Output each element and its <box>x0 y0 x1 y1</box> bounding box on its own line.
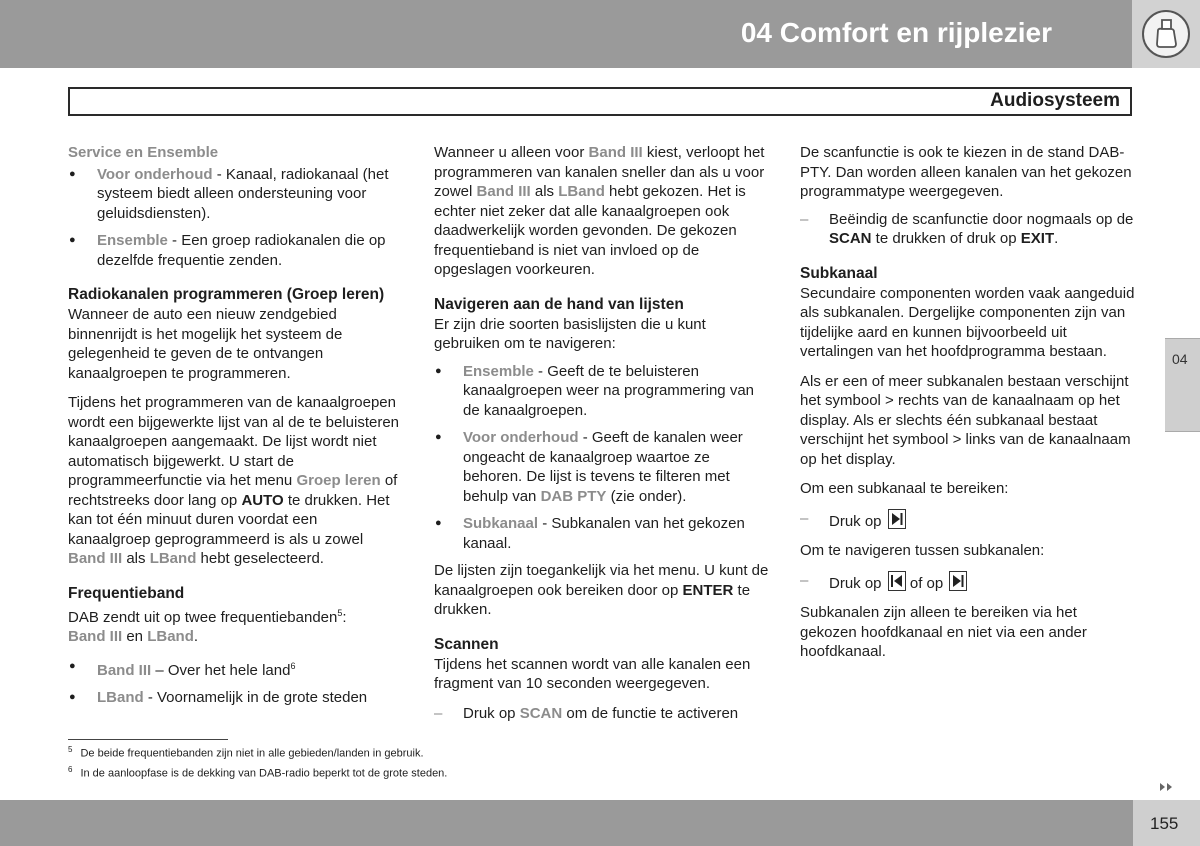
list-item: ● Ensemble - Een groep radiokanalen die op dezelfde frequentie zenden. <box>68 231 403 270</box>
list-item: – Beëindig de scanfunctie door nogmaals op de SCAN te drukken of druk op EXIT. <box>800 210 1136 249</box>
list-item: ● LBand - Voornamelijk in de grote steden <box>68 688 403 708</box>
header-band <box>0 0 1132 68</box>
previous-button-icon <box>888 571 906 591</box>
paragraph: Wanneer u alleen voor Band III kiest, verloopt het programmeren van kanalen sneller dan als u voor zowel Band III als LBand hebt gekozen. Het is echter niet zeker dat alle kanaalgroepen ook daadwerkelijk worden gevonden. De gekozen frequentieband is niet van invloed op de opgeslagen voorkeuren. <box>434 144 765 278</box>
paragraph: DAB zendt uit op twee frequentiebanden$^5$: Band III en LBand. <box>68 607 347 645</box>
footnote: $^6$ In de aanloopfase is de dekking van DAB-radio beperkt tot de grote steden. <box>68 764 448 780</box>
list-item: ● Ensemble - Geeft de te beluisteren kanaalgroepen weer na programmering van de kanaalgroepen. <box>434 362 772 421</box>
chapter-title: 04 Comfort en rijplezier <box>740 17 1052 48</box>
paragraph: Om een subkanaal te bereiken: <box>800 480 1009 497</box>
service-heading: Service en Ensemble <box>68 144 219 161</box>
programming-heading: Radiokanalen programmeren (Groep leren) <box>68 286 385 303</box>
footer-band <box>0 800 1200 846</box>
paragraph: Secundaire componenten worden vaak aangeduid als subkanalen. Dergelijke componenten zijn van tijdelijke aard en kunnen bijvoorbeeld uit vertalingen van het hoofdprogramma bestaan. <box>800 284 1135 360</box>
footnote: $^5$ De beide frequentiebanden zijn niet in alle gebieden/landen in gebruik. <box>68 745 424 760</box>
paragraph: De scanfunctie is ook te kiezen in de stand DAB-PTY. Dan worden alleen kanalen van het gekozen programmatype weergegeven. <box>800 144 1132 200</box>
page-number: 155 <box>1150 814 1179 833</box>
scan-heading: Scannen <box>434 635 499 653</box>
column-2 <box>434 143 772 733</box>
section-bar <box>68 87 1132 116</box>
paragraph: Als er een of meer subkanalen bestaan verschijnt het symbool > rechts van de kanaalnaam op het display. Als er slechts één subkanaal bestaat verschijnt het symbool > links van de kanaalnaam op het display. <box>800 372 1131 468</box>
list-item: ● Voor onderhoud - Geeft de kanalen weer ongeacht de kanaalgroep waartoe ze behoren. De lijst is tevens te filteren met behulp van DAB PTY (zie onder). <box>434 428 772 506</box>
list-item: – Druk op <box>800 509 1136 532</box>
footnotes <box>68 742 447 781</box>
frequency-heading: Frequentieband <box>68 584 185 602</box>
seat-icon <box>1141 9 1191 59</box>
footnote-divider <box>68 739 228 740</box>
paragraph: Er zijn drie soorten basislijsten die u kunt gebruiken om te navigeren: <box>434 315 706 352</box>
double-arrow-right-icon <box>1159 782 1175 792</box>
list-item: – Druk op SCAN om de functie te activeren <box>434 704 772 724</box>
paragraph: De lijsten zijn toegankelijk via het menu. U kunt de kanaalgroepen ook bereiken door op ENTER te drukken. <box>434 562 769 618</box>
list-item: ● Band III – Over het hele land$^6$ <box>68 657 403 681</box>
section-title: Audiosysteem <box>990 90 1120 111</box>
paragraph: Tijdens het scannen wordt van alle kanalen een fragment van 10 seconden weergegeven. <box>434 655 751 692</box>
side-tab <box>1165 338 1200 432</box>
next-button-icon <box>888 509 906 529</box>
paragraph: Om te navigeren tussen subkanalen: <box>800 542 1045 559</box>
next-button-icon <box>949 571 967 591</box>
paragraph: Wanneer de auto een nieuw zendgebied binnenrijdt is het mogelijk het systeem de gelegenheid te geven de te ontvangen kanaalgroepen te programmeren. <box>68 306 343 382</box>
subchannel-heading: Subkanaal <box>800 264 878 282</box>
list-item: ● Voor onderhoud - Kanaal, radiokanaal (het systeem biedt alleen ondersteuning voor geluidsdiensten). <box>68 165 403 224</box>
page-number-box <box>1133 800 1200 846</box>
side-tab-label: 04 <box>1172 351 1188 367</box>
column-3 <box>800 143 1136 672</box>
list-item: – Druk op of op <box>800 571 1136 594</box>
list-item: ● Subkanaal - Subkanalen van het gekozen kanaal. <box>434 514 772 553</box>
paragraph: Subkanalen zijn alleen te bereiken via het gekozen hoofdkanaal en niet via een ander hoofdkanaal. <box>800 604 1087 660</box>
navigation-heading: Navigeren aan de hand van lijsten <box>434 295 684 313</box>
column-1 <box>68 143 403 716</box>
chapter-icon-box <box>1132 0 1200 68</box>
paragraph: Tijdens het programmeren van de kanaalgroepen wordt een bijgewerkte lijst van al de te beluisteren kanaalgroepen aangemaakt. De lijst wordt niet automatisch bijgewerkt. U start de programmeerfunctie via het menu Groep leren of rechtstreeks door lang op AUTO te drukken. Het kan tot één minuut duren voordat een kanaalgroep geprogrammeerd is als u zowel Band III als LBand hebt geselecteerd. <box>68 394 400 567</box>
